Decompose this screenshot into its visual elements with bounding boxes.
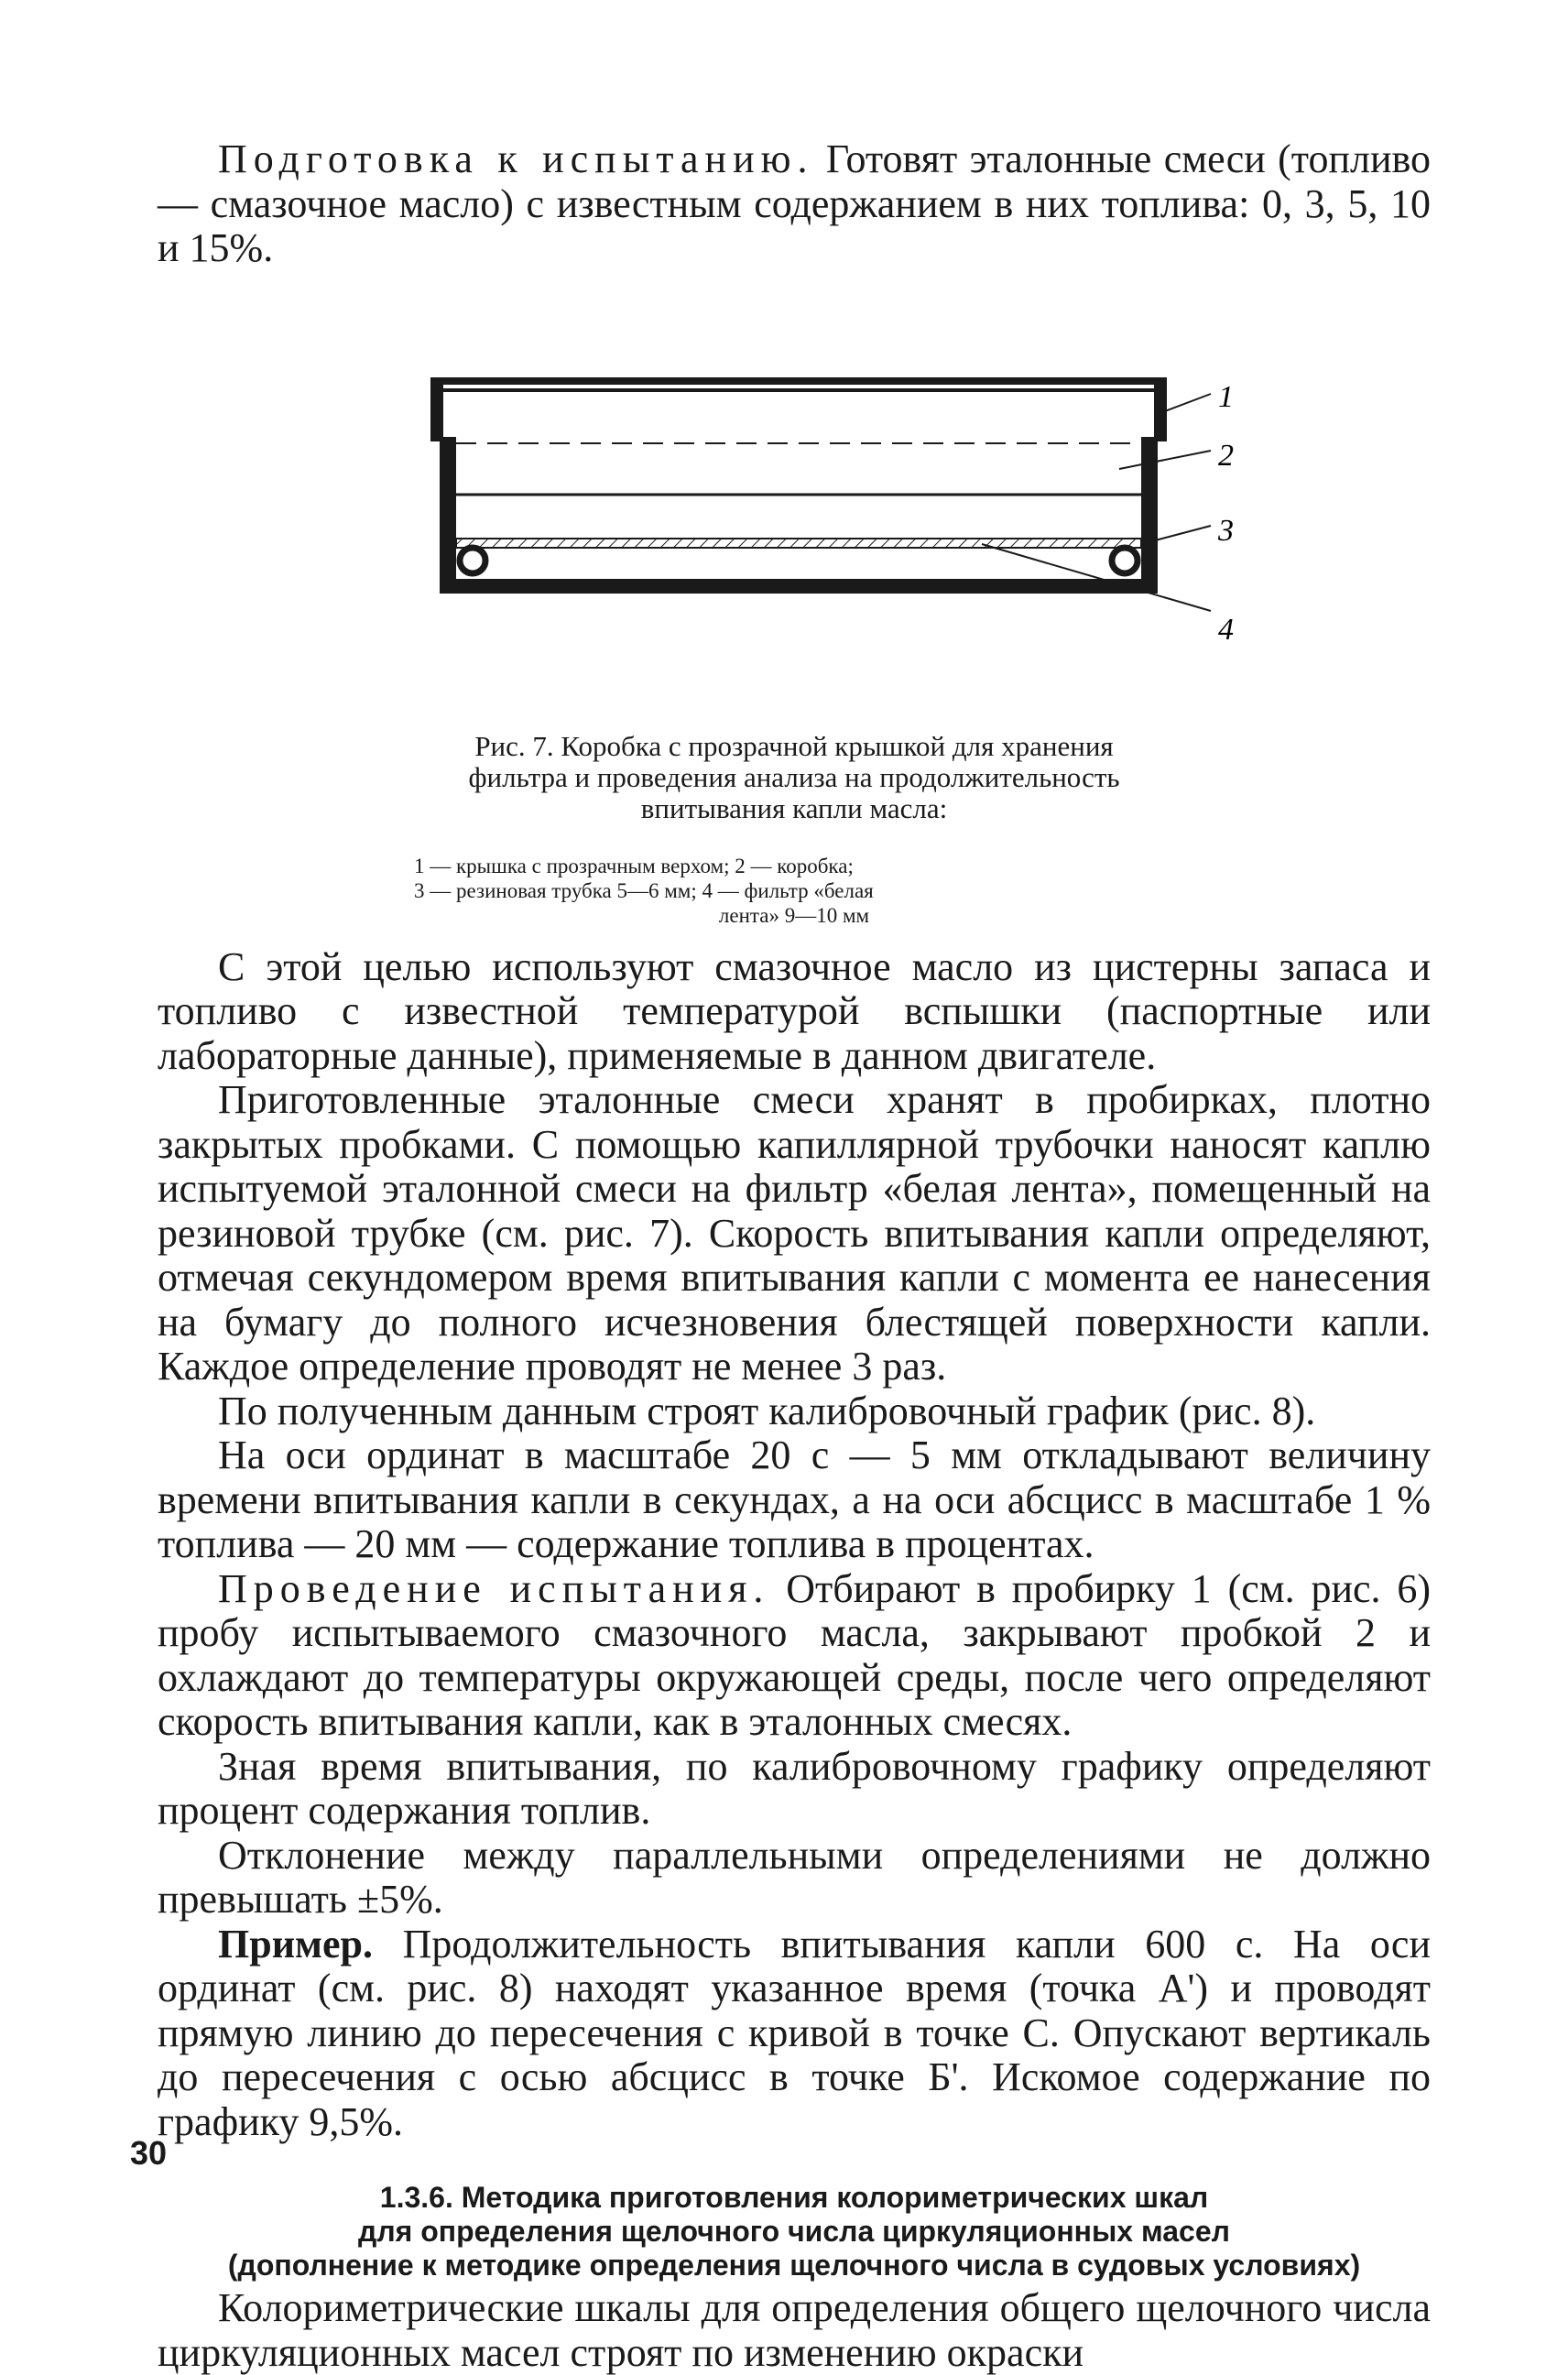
section-title [158, 2181, 1431, 2282]
section-text: Колориметрические шкалы для определения общего щелочного числа циркуляционных масел строят по изменению окраски [158, 2285, 1431, 2375]
paragraph-4: На оси ординат в масштабе 20 с — 5 мм откладывают величину времени впитывания капли в секундах, а на оси абсцисс в масштабе 1 % топлива — 20 мм — содержание топлива в процентах. [158, 1433, 1431, 1566]
paragraph-5: Зная время впитывания, по калибровочному графику определяют процент содержания топлив. [158, 1743, 1431, 1833]
procedure-paragraph [158, 1567, 1431, 1745]
example-heading: Пример. [218, 1921, 374, 1966]
paragraph-1: С этой целью используют смазочное масло из цистерны запаса и топливо с известной температурой вспышки (паспортные или лабораторные данные), применяемые в данном двигателе. [158, 943, 1431, 1078]
intro-heading: Подготовка к испытанию. [218, 136, 814, 181]
lid-top [430, 377, 1167, 385]
box-right-wall [1141, 437, 1158, 593]
section-title-line-1: 1.3.6. Методика приготовления колориметрических шкал [379, 2181, 1209, 2214]
paragraph-2: Приготовленные эталонные смеси хранят в пробирках, плотно закрытых пробками. С помощью капиллярной трубочки наносят каплю испытуемой эталонной смеси на фильтр «белая лента», помещенный на резиновой трубке (см. рис. 7). Скорость впитывания капли определяют, отмечая секундомером время впитывания капли с момента ее нанесения на бумагу до полного исчезновения блестящей поверхности капли. Каждое определение проводят не менее 3 раз. [158, 1077, 1431, 1389]
box-left-wall [440, 437, 456, 593]
lid-right-wall [1154, 377, 1167, 441]
rubber-tube-left [460, 548, 485, 573]
legend-line-2: 3 — резиновая трубка 5—6 мм; 4 — фильтр «белая [414, 878, 874, 902]
callout-4: 4 [1218, 612, 1234, 647]
page-number: 30 [130, 2134, 168, 2172]
lid-left-wall [430, 377, 443, 441]
filter-strip [456, 539, 1141, 548]
figure-7 [158, 286, 1431, 927]
box-diagram [158, 286, 1431, 744]
callout-3: 3 [1218, 513, 1234, 548]
box-bottom [440, 579, 1158, 594]
callout-1: 1 [1218, 379, 1234, 414]
section-title-line-2: для определения щелочного числа циркуляционных масел [358, 2215, 1230, 2248]
procedure-text: Отбирают в пробирку 1 (см. рис. 6) пробу испытываемого смазочного масла, закрывают пробкой 2 и охлаждают до температуры окружающей среды, после чего определяют скорость впитывания капли, как в эталонных смесях. [158, 1565, 1432, 1744]
rubber-tube-right [1112, 548, 1138, 573]
page-content [158, 137, 1431, 2375]
intro-paragraph [158, 137, 1431, 271]
legend-line-1: 1 — крышка с прозрачным верхом; 2 — коробка; [414, 854, 854, 877]
paragraph-3: По полученным данным строят калибровочный график (рис. 8). [218, 1388, 1316, 1433]
procedure-heading: Проведение испытания. [218, 1565, 770, 1611]
example-text: Продолжительность впитывания капли 600 с. На оси ординат (см. рис. 8) находят указанное время (точка А') и проводят прямую линию до пересечения с кривой в точке С. Опускают вертикаль до пересечения с осью абсцисс в точке Б'. Искомое содержание по графику 9,5%. [158, 1921, 1431, 2144]
legend-line-3: лента» 9—10 мм [718, 903, 870, 927]
example-paragraph [158, 1923, 1431, 2145]
callout-2: 2 [1218, 438, 1234, 473]
section-title-line-3: (дополнение к методике определения щелочного числа в судовых условиях) [227, 2249, 1361, 2282]
figure-legend [414, 854, 1174, 928]
intro-text: Готовят эталонные смеси (топливо — смазочное масло) с известным содержанием в них топлива: 0, 3, 5, 10 и 15%. [158, 136, 1431, 270]
paragraph-6: Отклонение между параллельными определениями не должно превышать ±5%. [158, 1832, 1431, 1922]
figure-caption: Рис. 7. Коробка с прозрачной крышкой для хранения фильтра и проведения анализа на продолжительность впитывания капли масла: [468, 729, 1120, 824]
